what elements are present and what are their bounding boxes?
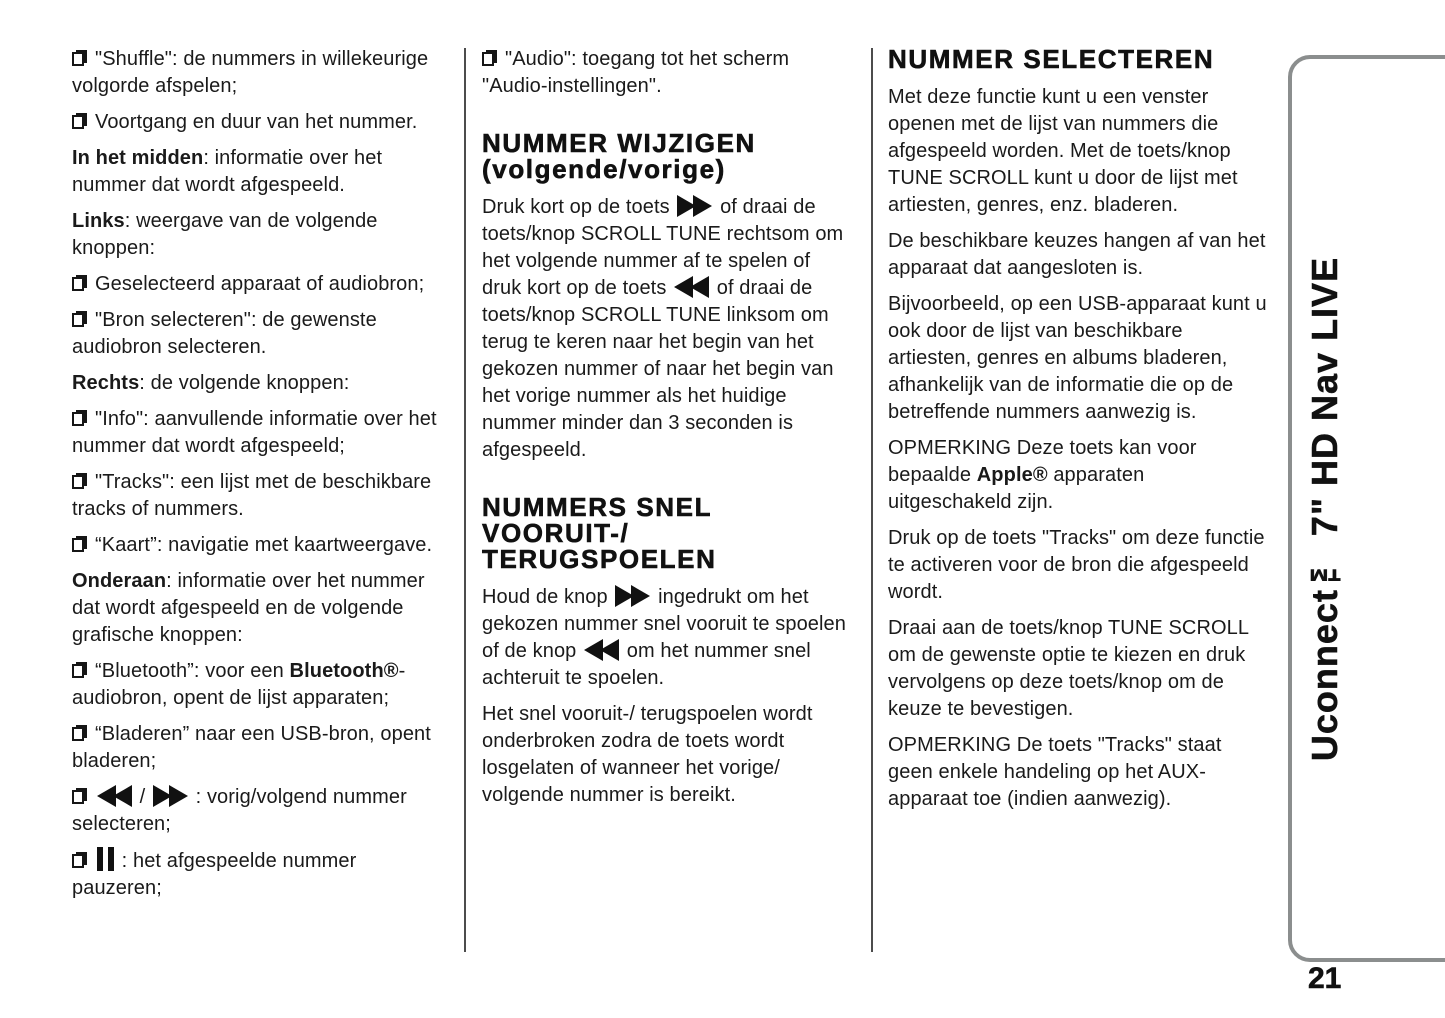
paragraph: Bijvoorbeeld, op een USB-apparaat kunt u ook door de lijst van beschikbare artiesten, genres en albums bladeren, afhankelijk van de informatie die op de betreffende nummers aanwezig is. — [888, 293, 1267, 423]
rewind-icon — [97, 785, 132, 807]
list-item: “Kaart”: navigatie met kaartweergave. — [72, 532, 450, 559]
text-column-middle — [482, 46, 850, 818]
square-bullet-icon — [72, 50, 87, 66]
paragraph: Onderaan: informatie over het nummer dat wordt afgespeeld en de volgende grafische knoppen: — [72, 570, 425, 646]
paragraph: De beschikbare keuzes hangen af van het apparaat dat aangesloten is. — [888, 230, 1266, 279]
list-item: “Bluetooth”: voor een Bluetooth®-audiobron, opent de lijst apparaten; — [72, 660, 406, 709]
paragraph: Houd de knop ingedrukt om het gekozen nummer snel vooruit te spoelen of de knop om het nummer snel achteruit te spoelen. — [482, 586, 847, 689]
square-bullet-icon — [72, 311, 87, 327]
paragraph: Het snel vooruit-/ terugspoelen wordt onderbroken zodra de toets wordt losgelaten of wanneer het vorige/ volgende nummer is bereikt. — [482, 703, 813, 806]
list-item: : het afgespeelde nummer pauzeren; — [72, 847, 450, 902]
column-divider-left — [464, 48, 466, 952]
paragraph: OPMERKING Deze toets kan voor bepaalde Apple® apparaten uitgeschakeld zijn. — [888, 437, 1197, 513]
fast-forward-icon — [615, 585, 650, 607]
text-column-left — [72, 46, 450, 911]
rewind-icon — [674, 276, 709, 298]
fast-forward-icon — [153, 785, 188, 807]
square-bullet-icon — [72, 473, 87, 489]
paragraph: Druk op de toets "Tracks" om deze functie te activeren voor de bron die afgespeeld wordt. — [888, 527, 1265, 603]
paragraph: OPMERKING De toets "Tracks" staat geen enkele handeling op het AUX-apparaat toe (indien aanwezig). — [888, 734, 1222, 810]
list-item: “Bladeren” naar een USB-bron, opent bladeren; — [72, 723, 431, 772]
square-bullet-icon — [72, 275, 87, 291]
list-item: "Shuffle": de nummers in willekeurige volgorde afspelen; — [72, 48, 429, 97]
square-bullet-icon — [482, 50, 497, 66]
list-item: "Tracks": een lijst met de beschikbare tracks of nummers. — [72, 471, 432, 520]
list-item: "Info": aanvullende informatie over het nummer dat wordt afgespeeld; — [72, 408, 437, 457]
square-bullet-icon — [72, 536, 87, 552]
paragraph: In het midden: informatie over het nummer dat wordt afgespeeld. — [72, 147, 383, 196]
paragraph: Draai aan de toets/knop TUNE SCROLL om de gewenste optie te kiezen en druk vervolgens op deze toets/knop om de keuze te bevestigen. — [888, 617, 1249, 720]
square-bullet-icon — [72, 410, 87, 426]
list-item: "Audio": toegang tot het scherm "Audio-instellingen". — [482, 48, 790, 97]
square-bullet-icon — [72, 725, 87, 741]
list-item: Geselecteerd apparaat of audiobron; — [72, 271, 450, 298]
paragraph: Links: weergave van de volgende knoppen: — [72, 210, 378, 259]
fast-forward-icon — [677, 195, 712, 217]
list-item: Voortgang en duur van het nummer. — [72, 109, 450, 136]
page-number: 21 — [1308, 962, 1342, 995]
paragraph: Met deze functie kunt u een venster openen met de lijst van nummers die afgespeeld worden. Met de toets/knop TUNE SCROLL kunt u door de lijst met artiesten, genres, enz. bladeren. — [888, 86, 1238, 216]
paragraph: Rechts: de volgende knoppen: — [72, 372, 350, 394]
section-heading: NUMMERS SNEL VOORUIT-/ TERUGSPOELEN — [482, 492, 717, 574]
chapter-tab-label: Uconnect™ 7" HD Nav LIVE — [1304, 256, 1345, 761]
section-heading: NUMMER WIJZIGEN (volgende/vorige) — [482, 128, 756, 184]
square-bullet-icon — [72, 788, 87, 804]
list-item: / : vorig/volgend nummer selecteren; — [72, 786, 407, 835]
rewind-icon — [584, 639, 619, 661]
text-column-right — [888, 46, 1268, 822]
section-heading: NUMMER SELECTEREN — [888, 44, 1215, 74]
square-bullet-icon — [72, 113, 87, 129]
column-divider-right — [871, 48, 873, 952]
pause-icon — [97, 847, 114, 871]
paragraph: Druk kort op de toets of draai de toets/knop SCROLL TUNE rechtsom om het volgende nummer af te spelen of druk kort op de toets of draai de toets/knop SCROLL TUNE linksom om terug te keren naar het begin van het gekozen nummer of naar het begin van het vorige nummer als het huidige nummer minder dan 3 seconden is afgespeeld. — [482, 196, 844, 461]
square-bullet-icon — [72, 662, 87, 678]
square-bullet-icon — [72, 852, 87, 868]
list-item: "Bron selecteren": de gewenste audiobron selecteren. — [72, 309, 377, 358]
chapter-side-tab — [1288, 55, 1445, 962]
